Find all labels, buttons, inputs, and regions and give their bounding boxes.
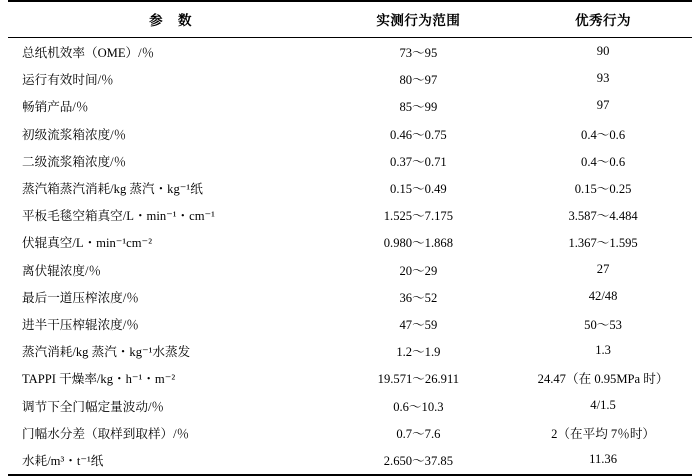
cell-best-performance: 11.36 [514, 446, 692, 475]
table-row [8, 65, 692, 92]
table-row [8, 147, 692, 174]
cell-best-performance: 50～53 [584, 317, 622, 332]
table-row [8, 174, 692, 201]
cell-measured-range: 85～99 [399, 100, 438, 115]
cell-best-performance: 4/1.5 [590, 397, 616, 412]
cell-parameter: 运行有效时间/％ [22, 73, 114, 88]
cell-parameter: TAPPI 干燥率/kg・h⁻¹・m⁻² [22, 372, 176, 387]
cell-parameter: 门幅水分差（取样到取样）/％ [22, 426, 190, 441]
cell-best-performance: 42/48 [588, 288, 618, 303]
table-row [8, 120, 692, 147]
table-body [8, 38, 692, 475]
cell-parameter: 离伏辊浓度/％ [22, 263, 102, 278]
table-row [8, 446, 692, 475]
table-row [8, 391, 692, 418]
cell-parameter: 初级流浆箱浓度/％ [22, 127, 127, 142]
cell-measured-range: 0.46～0.75 [390, 127, 447, 142]
cell-best-performance: 24.47（在 0.95MPa 时） [537, 372, 669, 387]
cell-parameter: 蒸汽箱蒸汽消耗/kg 蒸汽・kg⁻¹纸 [22, 182, 203, 197]
cell-best-performance: 3.587～4.484 [568, 209, 638, 224]
cell-measured-range: 36～52 [399, 290, 438, 305]
cell-parameter: 蒸汽消耗/kg 蒸汽・kg⁻¹水蒸发 [22, 345, 191, 360]
cell-parameter: 总纸机效率（OME）/％ [22, 46, 155, 61]
cell-parameter: 调节下全门幅定量波动/％ [22, 399, 165, 414]
parameters-table [8, 0, 692, 476]
cell-best-performance: 0.4～0.6 [581, 127, 626, 142]
cell-parameter: 水耗/m³・t⁻¹纸 [8, 446, 323, 475]
table-row [8, 92, 692, 119]
cell-parameter: 二级流浆箱浓度/％ [22, 154, 127, 169]
cell-parameter: 最后一道压榨浓度/％ [22, 290, 139, 305]
cell-parameter: 畅销产品/％ [22, 100, 89, 115]
cell-measured-range: 0.37～0.71 [390, 154, 447, 169]
cell-best-performance: 97 [596, 98, 610, 113]
cell-measured-range: 19.571～26.911 [377, 372, 460, 387]
cell-measured-range: 0.980～1.868 [383, 236, 454, 251]
cell-measured-range: 0.15～0.49 [390, 182, 447, 197]
cell-measured-range: 20～29 [399, 263, 438, 278]
cell-best-performance: 0.15～0.25 [574, 182, 632, 197]
cell-measured-range: 0.6～10.3 [393, 399, 444, 414]
cell-measured-range: 47～59 [399, 317, 438, 332]
table-header-row [8, 1, 692, 38]
column-header-best-performance: 优秀行为 [514, 1, 692, 38]
cell-measured-range: 2.650～37.85 [323, 446, 515, 475]
column-header-parameter: 参 数 [8, 1, 323, 38]
table-row [8, 228, 692, 255]
cell-measured-range: 1.525～7.175 [383, 209, 454, 224]
cell-measured-range: 0.7～7.6 [396, 426, 441, 441]
cell-best-performance: 90 [596, 44, 610, 59]
table-row [8, 337, 692, 364]
cell-best-performance: 1.367～1.595 [568, 236, 638, 251]
cell-best-performance: 0.4～0.6 [581, 154, 626, 169]
column-header-measured-range: 实测行为范围 [323, 1, 515, 38]
cell-parameter: 进半干压榨辊浓度/％ [22, 317, 139, 332]
table-row [8, 201, 692, 228]
table-row [8, 256, 692, 283]
table-header [8, 1, 692, 38]
cell-best-performance: 1.3 [595, 343, 611, 358]
cell-parameter: 伏辊真空/L・min⁻¹cm⁻² [22, 236, 152, 251]
cell-best-performance: 93 [596, 71, 610, 86]
cell-measured-range: 80～97 [399, 73, 438, 88]
cell-best-performance: 2（在平均 7％时） [551, 426, 656, 441]
cell-best-performance: 27 [596, 261, 610, 276]
table-row [8, 364, 692, 391]
table-row [8, 283, 692, 310]
table-row [8, 419, 692, 446]
table-row [8, 38, 692, 66]
cell-measured-range: 1.2～1.9 [396, 345, 441, 360]
table-row [8, 310, 692, 337]
cell-measured-range: 73～95 [399, 46, 438, 61]
cell-parameter: 平板毛毯空箱真空/L・min⁻¹・cm⁻¹ [22, 209, 215, 224]
